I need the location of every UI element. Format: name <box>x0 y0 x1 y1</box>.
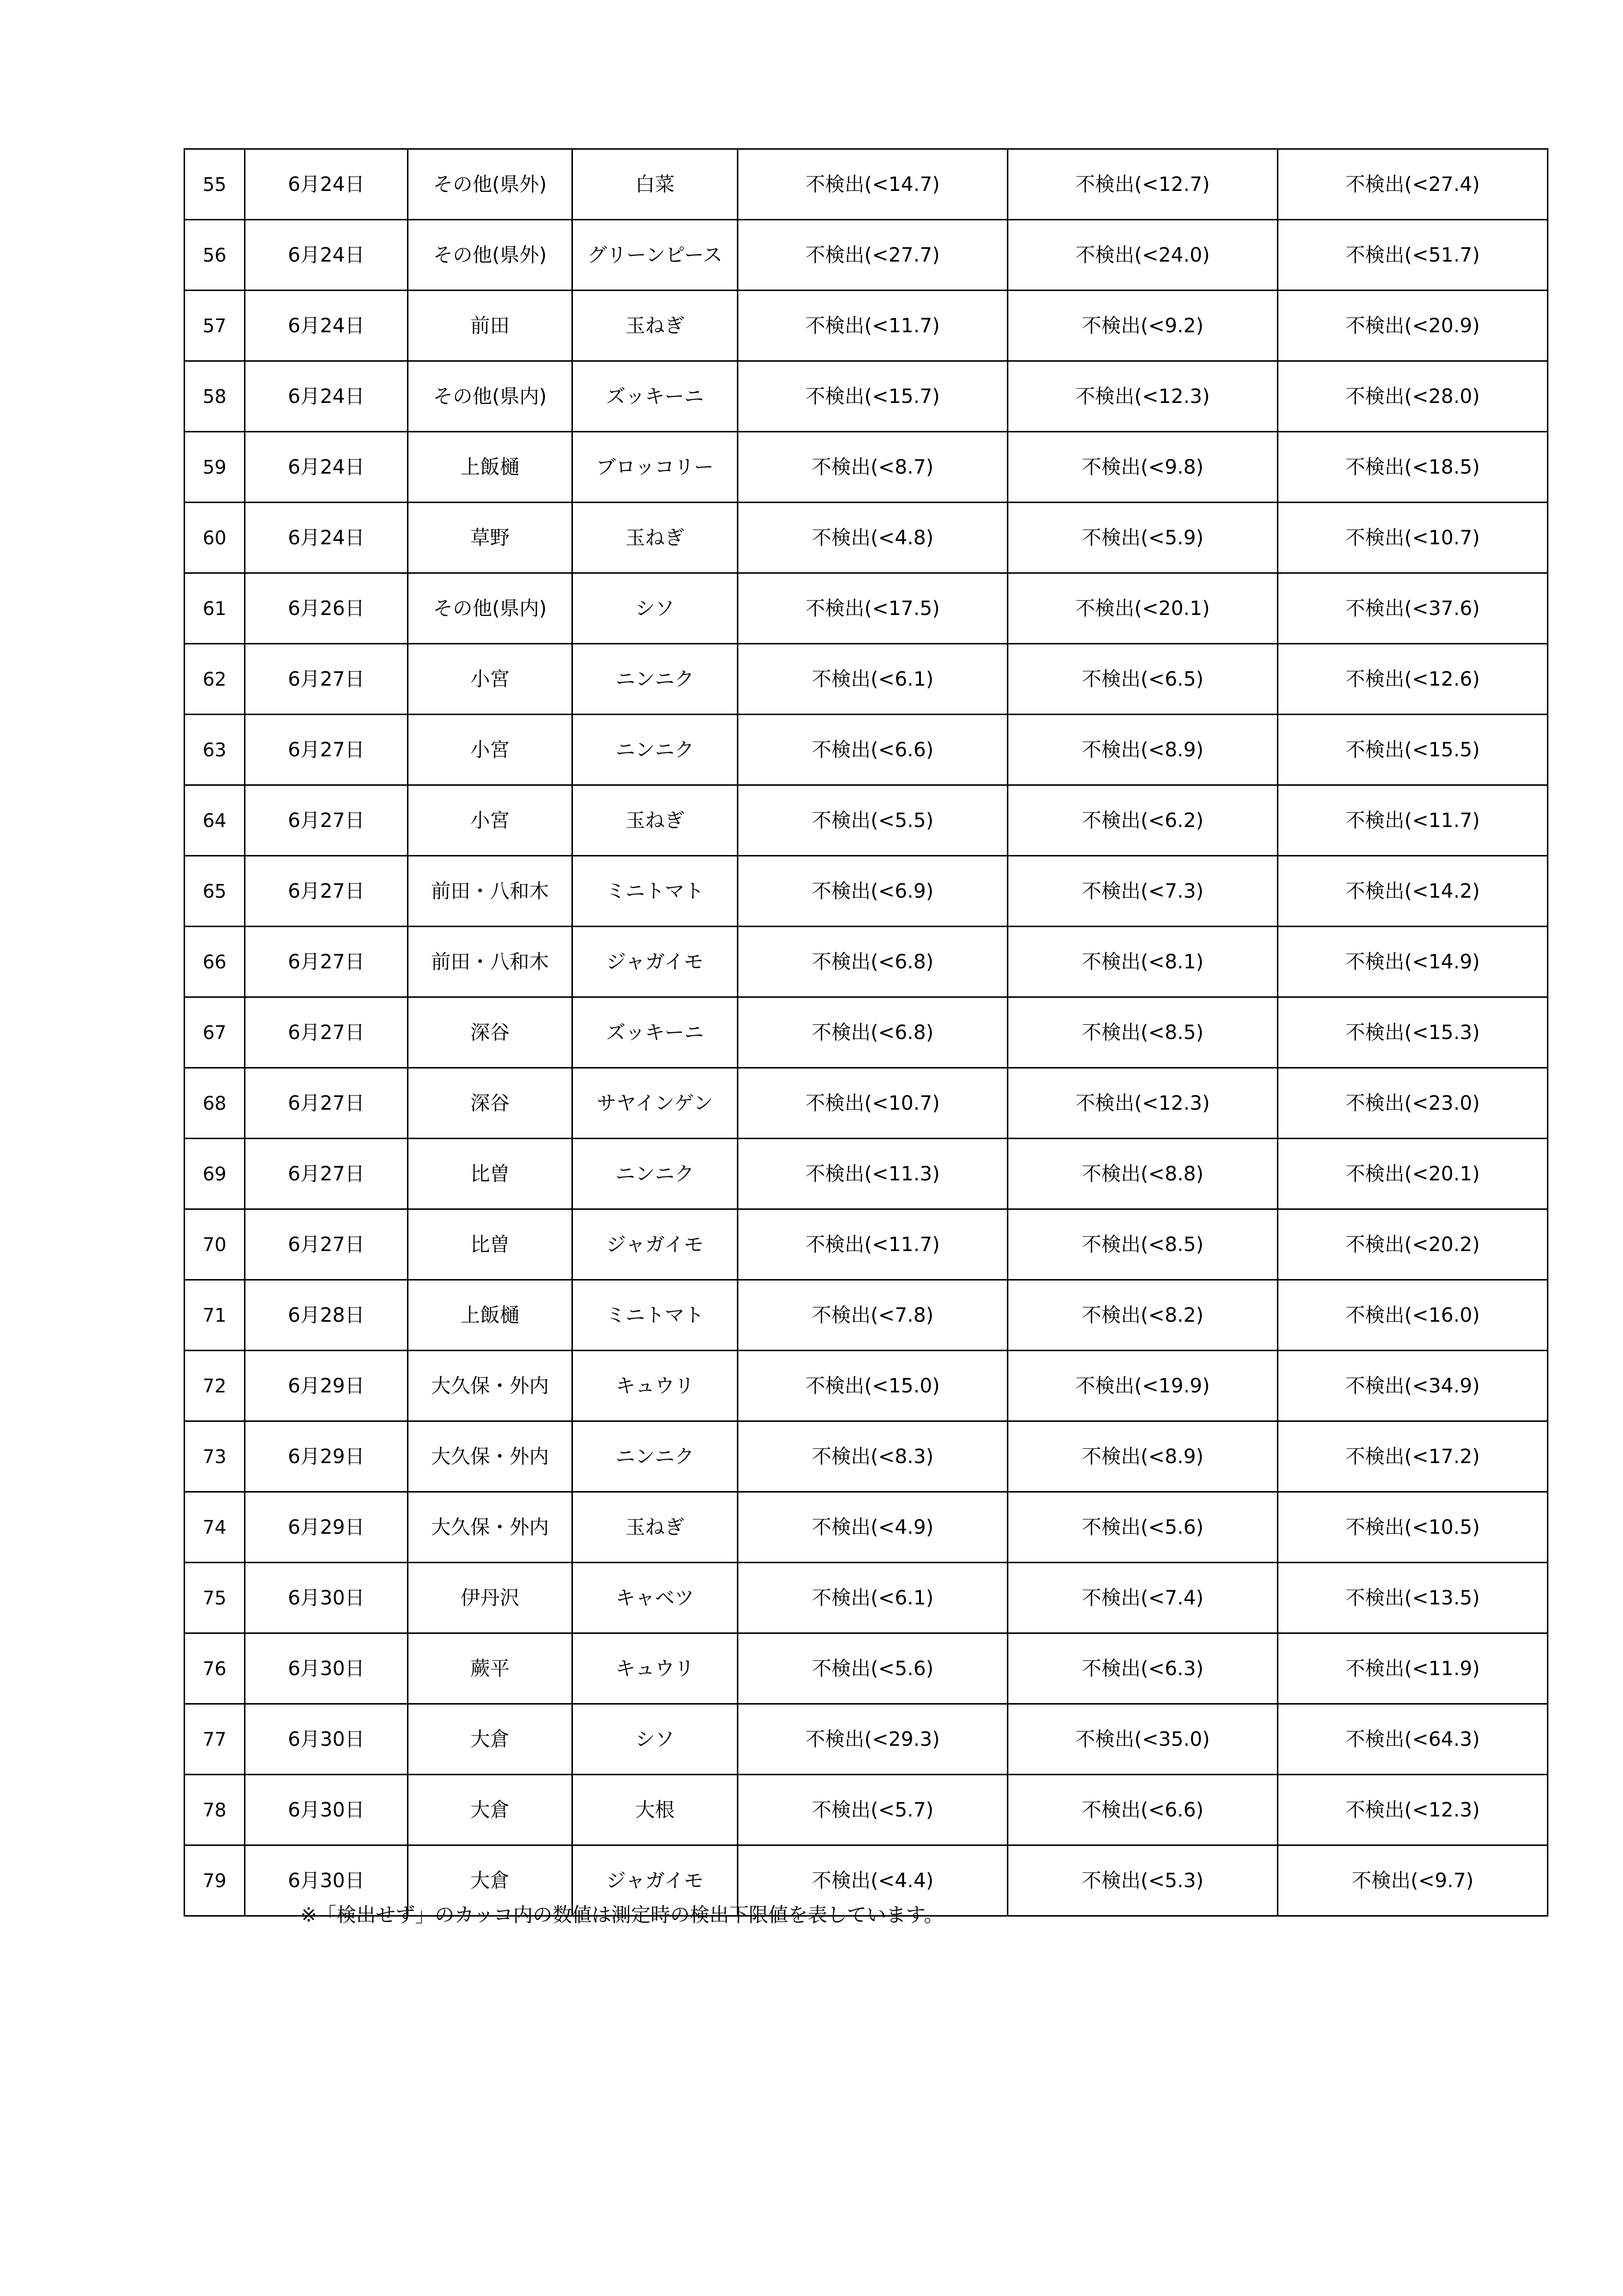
date-cell: 6月24日 <box>245 291 408 361</box>
row-number-cell: 74 <box>185 1492 245 1563</box>
date-cell: 6月27日 <box>245 997 408 1068</box>
date-cell: 6月27日 <box>245 1068 408 1139</box>
date-cell: 6月30日 <box>245 1845 408 1916</box>
row-number-cell: 69 <box>185 1139 245 1209</box>
row-number-cell: 78 <box>185 1775 245 1845</box>
row-number-cell: 77 <box>185 1704 245 1775</box>
item-cell: ミニトマト <box>572 1280 738 1351</box>
result-3-cell: 不検出(<23.0) <box>1278 1068 1548 1139</box>
result-2-cell: 不検出(<9.8) <box>1008 432 1278 503</box>
result-3-cell: 不検出(<15.3) <box>1278 997 1548 1068</box>
area-cell: 大倉 <box>408 1704 572 1775</box>
item-cell: グリーンピース <box>572 220 738 291</box>
area-cell: その他(県内) <box>408 361 572 432</box>
date-cell: 6月29日 <box>245 1351 408 1421</box>
row-number-cell: 60 <box>185 503 245 573</box>
result-1-cell: 不検出(<5.7) <box>738 1775 1008 1845</box>
result-3-cell: 不検出(<27.4) <box>1278 149 1548 220</box>
result-1-cell: 不検出(<11.7) <box>738 291 1008 361</box>
row-number-cell: 63 <box>185 715 245 785</box>
table-row <box>185 1421 1548 1492</box>
result-3-cell: 不検出(<37.6) <box>1278 573 1548 644</box>
result-2-cell: 不検出(<6.2) <box>1008 785 1278 856</box>
result-2-cell: 不検出(<19.9) <box>1008 1351 1278 1421</box>
item-cell: ジャガイモ <box>572 1209 738 1280</box>
result-1-cell: 不検出(<15.7) <box>738 361 1008 432</box>
result-3-cell: 不検出(<11.7) <box>1278 785 1548 856</box>
result-3-cell: 不検出(<14.9) <box>1278 927 1548 997</box>
result-3-cell: 不検出(<11.9) <box>1278 1633 1548 1704</box>
area-cell: 前田 <box>408 291 572 361</box>
result-1-cell: 不検出(<6.9) <box>738 856 1008 927</box>
result-1-cell: 不検出(<6.1) <box>738 1563 1008 1633</box>
result-1-cell: 不検出(<15.0) <box>738 1351 1008 1421</box>
table-row <box>185 1492 1548 1563</box>
result-2-cell: 不検出(<12.3) <box>1008 361 1278 432</box>
date-cell: 6月30日 <box>245 1563 408 1633</box>
item-cell: ズッキーニ <box>572 997 738 1068</box>
result-2-cell: 不検出(<8.5) <box>1008 997 1278 1068</box>
item-cell: 大根 <box>572 1775 738 1845</box>
date-cell: 6月27日 <box>245 644 408 715</box>
item-cell: ズッキーニ <box>572 361 738 432</box>
area-cell: 蕨平 <box>408 1633 572 1704</box>
row-number-cell: 56 <box>185 220 245 291</box>
result-3-cell: 不検出(<16.0) <box>1278 1280 1548 1351</box>
result-1-cell: 不検出(<11.3) <box>738 1139 1008 1209</box>
table-body <box>185 149 1548 1916</box>
result-3-cell: 不検出(<12.3) <box>1278 1775 1548 1845</box>
date-cell: 6月26日 <box>245 573 408 644</box>
result-3-cell: 不検出(<51.7) <box>1278 220 1548 291</box>
result-1-cell: 不検出(<11.7) <box>738 1209 1008 1280</box>
item-cell: キュウリ <box>572 1351 738 1421</box>
result-2-cell: 不検出(<9.2) <box>1008 291 1278 361</box>
area-cell: 深谷 <box>408 1068 572 1139</box>
result-3-cell: 不検出(<10.7) <box>1278 503 1548 573</box>
table-row <box>185 785 1548 856</box>
table-row <box>185 1068 1548 1139</box>
result-3-cell: 不検出(<14.2) <box>1278 856 1548 927</box>
result-2-cell: 不検出(<20.1) <box>1008 573 1278 644</box>
result-1-cell: 不検出(<6.8) <box>738 997 1008 1068</box>
area-cell: 前田・八和木 <box>408 856 572 927</box>
item-cell: 玉ねぎ <box>572 503 738 573</box>
result-2-cell: 不検出(<12.7) <box>1008 149 1278 220</box>
date-cell: 6月27日 <box>245 927 408 997</box>
table-row <box>185 644 1548 715</box>
table-row <box>185 149 1548 220</box>
row-number-cell: 62 <box>185 644 245 715</box>
result-2-cell: 不検出(<8.9) <box>1008 715 1278 785</box>
item-cell: 玉ねぎ <box>572 785 738 856</box>
result-1-cell: 不検出(<6.6) <box>738 715 1008 785</box>
area-cell: 小宮 <box>408 715 572 785</box>
table-row <box>185 291 1548 361</box>
date-cell: 6月27日 <box>245 856 408 927</box>
result-1-cell: 不検出(<6.1) <box>738 644 1008 715</box>
row-number-cell: 58 <box>185 361 245 432</box>
row-number-cell: 65 <box>185 856 245 927</box>
date-cell: 6月27日 <box>245 715 408 785</box>
result-2-cell: 不検出(<8.2) <box>1008 1280 1278 1351</box>
row-number-cell: 72 <box>185 1351 245 1421</box>
item-cell: キャベツ <box>572 1563 738 1633</box>
result-2-cell: 不検出(<6.6) <box>1008 1775 1278 1845</box>
result-2-cell: 不検出(<8.8) <box>1008 1139 1278 1209</box>
result-3-cell: 不検出(<20.2) <box>1278 1209 1548 1280</box>
date-cell: 6月24日 <box>245 149 408 220</box>
table-row <box>185 715 1548 785</box>
table-row <box>185 503 1548 573</box>
date-cell: 6月30日 <box>245 1704 408 1775</box>
date-cell: 6月28日 <box>245 1280 408 1351</box>
area-cell: 伊丹沢 <box>408 1563 572 1633</box>
date-cell: 6月27日 <box>245 1209 408 1280</box>
row-number-cell: 68 <box>185 1068 245 1139</box>
result-2-cell: 不検出(<6.5) <box>1008 644 1278 715</box>
item-cell: ニンニク <box>572 1421 738 1492</box>
item-cell: 白菜 <box>572 149 738 220</box>
result-3-cell: 不検出(<17.2) <box>1278 1421 1548 1492</box>
result-1-cell: 不検出(<4.9) <box>738 1492 1008 1563</box>
table-row <box>185 856 1548 927</box>
result-3-cell: 不検出(<10.5) <box>1278 1492 1548 1563</box>
item-cell: シソ <box>572 573 738 644</box>
result-2-cell: 不検出(<8.1) <box>1008 927 1278 997</box>
row-number-cell: 64 <box>185 785 245 856</box>
table-row <box>185 1209 1548 1280</box>
date-cell: 6月29日 <box>245 1421 408 1492</box>
area-cell: 上飯樋 <box>408 1280 572 1351</box>
area-cell: その他(県内) <box>408 573 572 644</box>
result-1-cell: 不検出(<17.5) <box>738 573 1008 644</box>
table-row <box>185 1633 1548 1704</box>
area-cell: その他(県外) <box>408 149 572 220</box>
table-row <box>185 432 1548 503</box>
item-cell: 玉ねぎ <box>572 291 738 361</box>
item-cell: ジャガイモ <box>572 927 738 997</box>
row-number-cell: 55 <box>185 149 245 220</box>
results-table <box>184 148 1548 1917</box>
area-cell: 小宮 <box>408 644 572 715</box>
row-number-cell: 67 <box>185 997 245 1068</box>
result-1-cell: 不検出(<8.3) <box>738 1421 1008 1492</box>
result-2-cell: 不検出(<5.3) <box>1008 1845 1278 1916</box>
result-3-cell: 不検出(<20.9) <box>1278 291 1548 361</box>
date-cell: 6月30日 <box>245 1775 408 1845</box>
row-number-cell: 75 <box>185 1563 245 1633</box>
result-1-cell: 不検出(<4.8) <box>738 503 1008 573</box>
result-3-cell: 不検出(<12.6) <box>1278 644 1548 715</box>
table-row <box>185 361 1548 432</box>
table-row <box>185 1563 1548 1633</box>
row-number-cell: 66 <box>185 927 245 997</box>
item-cell: ニンニク <box>572 1139 738 1209</box>
item-cell: 玉ねぎ <box>572 1492 738 1563</box>
date-cell: 6月24日 <box>245 432 408 503</box>
item-cell: サヤインゲン <box>572 1068 738 1139</box>
area-cell: 小宮 <box>408 785 572 856</box>
row-number-cell: 59 <box>185 432 245 503</box>
date-cell: 6月27日 <box>245 1139 408 1209</box>
result-1-cell: 不検出(<14.7) <box>738 149 1008 220</box>
row-number-cell: 61 <box>185 573 245 644</box>
result-1-cell: 不検出(<6.8) <box>738 927 1008 997</box>
item-cell: ニンニク <box>572 644 738 715</box>
result-2-cell: 不検出(<7.4) <box>1008 1563 1278 1633</box>
result-1-cell: 不検出(<29.3) <box>738 1704 1008 1775</box>
table-row <box>185 220 1548 291</box>
footnote: ※「検出せず」のカッコ内の数値は測定時の検出下限値を表しています。 <box>300 1904 944 1926</box>
date-cell: 6月24日 <box>245 220 408 291</box>
result-3-cell: 不検出(<28.0) <box>1278 361 1548 432</box>
area-cell: 深谷 <box>408 997 572 1068</box>
area-cell: 大久保・外内 <box>408 1421 572 1492</box>
table-row <box>185 1704 1548 1775</box>
result-2-cell: 不検出(<24.0) <box>1008 220 1278 291</box>
result-2-cell: 不検出(<8.5) <box>1008 1209 1278 1280</box>
date-cell: 6月30日 <box>245 1633 408 1704</box>
date-cell: 6月27日 <box>245 785 408 856</box>
result-2-cell: 不検出(<7.3) <box>1008 856 1278 927</box>
result-2-cell: 不検出(<35.0) <box>1008 1704 1278 1775</box>
result-3-cell: 不検出(<20.1) <box>1278 1139 1548 1209</box>
result-3-cell: 不検出(<9.7) <box>1278 1845 1548 1916</box>
row-number-cell: 70 <box>185 1209 245 1280</box>
result-3-cell: 不検出(<15.5) <box>1278 715 1548 785</box>
item-cell: キュウリ <box>572 1633 738 1704</box>
item-cell: ジャガイモ <box>572 1845 738 1916</box>
date-cell: 6月24日 <box>245 361 408 432</box>
result-3-cell: 不検出(<13.5) <box>1278 1563 1548 1633</box>
result-3-cell: 不検出(<18.5) <box>1278 432 1548 503</box>
table-row <box>185 1351 1548 1421</box>
item-cell: ブロッコリー <box>572 432 738 503</box>
area-cell: 大倉 <box>408 1775 572 1845</box>
result-2-cell: 不検出(<6.3) <box>1008 1633 1278 1704</box>
table-row <box>185 1139 1548 1209</box>
result-2-cell: 不検出(<12.3) <box>1008 1068 1278 1139</box>
area-cell: 大久保・外内 <box>408 1351 572 1421</box>
item-cell: シソ <box>572 1704 738 1775</box>
row-number-cell: 79 <box>185 1845 245 1916</box>
area-cell: 比曽 <box>408 1209 572 1280</box>
result-2-cell: 不検出(<5.6) <box>1008 1492 1278 1563</box>
result-1-cell: 不検出(<10.7) <box>738 1068 1008 1139</box>
result-1-cell: 不検出(<4.4) <box>738 1845 1008 1916</box>
result-3-cell: 不検出(<34.9) <box>1278 1351 1548 1421</box>
table-row <box>185 927 1548 997</box>
row-number-cell: 71 <box>185 1280 245 1351</box>
table-row <box>185 1775 1548 1845</box>
item-cell: ミニトマト <box>572 856 738 927</box>
result-2-cell: 不検出(<5.9) <box>1008 503 1278 573</box>
area-cell: 前田・八和木 <box>408 927 572 997</box>
table-row <box>185 1280 1548 1351</box>
item-cell: ニンニク <box>572 715 738 785</box>
result-2-cell: 不検出(<8.9) <box>1008 1421 1278 1492</box>
result-3-cell: 不検出(<64.3) <box>1278 1704 1548 1775</box>
table-row <box>185 573 1548 644</box>
result-1-cell: 不検出(<27.7) <box>738 220 1008 291</box>
result-1-cell: 不検出(<8.7) <box>738 432 1008 503</box>
result-1-cell: 不検出(<5.6) <box>738 1633 1008 1704</box>
date-cell: 6月24日 <box>245 503 408 573</box>
row-number-cell: 76 <box>185 1633 245 1704</box>
area-cell: 大久保・外内 <box>408 1492 572 1563</box>
date-cell: 6月29日 <box>245 1492 408 1563</box>
area-cell: その他(県外) <box>408 220 572 291</box>
result-1-cell: 不検出(<7.8) <box>738 1280 1008 1351</box>
area-cell: 大倉 <box>408 1845 572 1916</box>
row-number-cell: 57 <box>185 291 245 361</box>
result-1-cell: 不検出(<5.5) <box>738 785 1008 856</box>
area-cell: 比曽 <box>408 1139 572 1209</box>
table-row <box>185 997 1548 1068</box>
row-number-cell: 73 <box>185 1421 245 1492</box>
area-cell: 上飯樋 <box>408 432 572 503</box>
area-cell: 草野 <box>408 503 572 573</box>
